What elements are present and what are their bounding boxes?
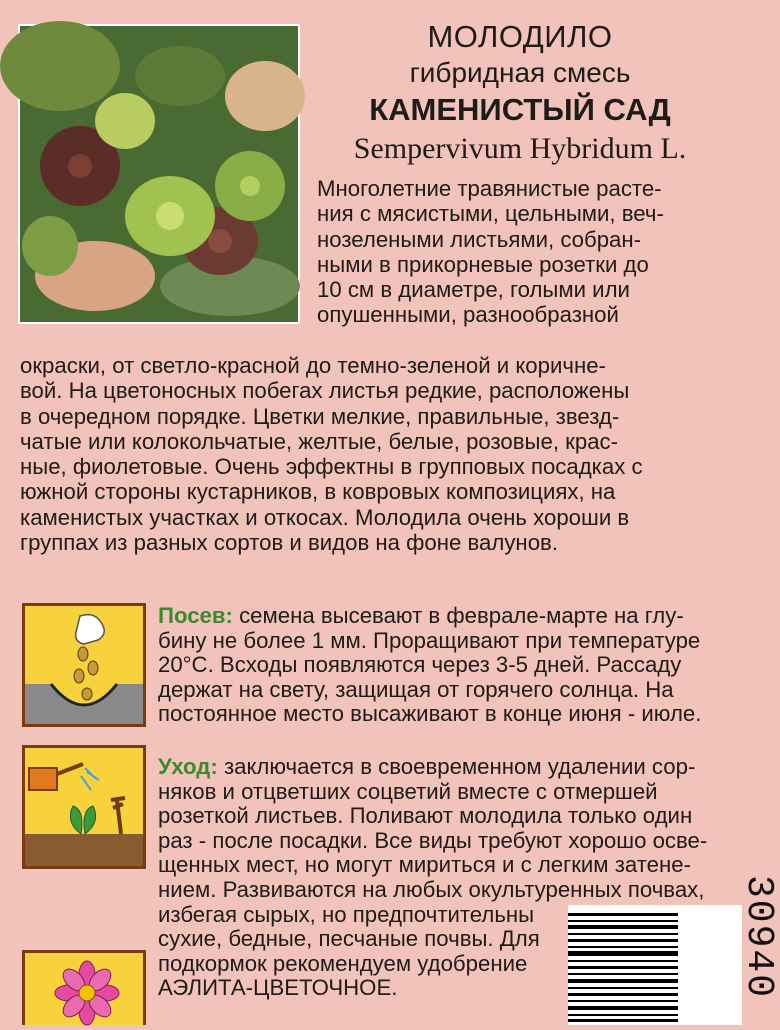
description-line: 10 см в диаметре, голыми или [317, 277, 630, 303]
care-line: сухие, бедные, песчаные почвы. Для [158, 926, 540, 952]
care-line: щенных мест, но могут мириться и с легким затене- [158, 852, 691, 878]
description-line: опушенными, разнообразной [317, 302, 619, 328]
care-line: розеткой листьев. Поливают молодила только один [158, 803, 693, 829]
description-line: окраски, от светло-красной до темно-зеленой и коричне- [20, 353, 606, 378]
sowing-section [158, 604, 701, 727]
sowing-first-line [158, 604, 701, 629]
product-name: МОЛОДИЛО [427, 19, 613, 54]
watering-can-icon [22, 745, 146, 869]
description-line: нозелеными листьями, собран- [317, 226, 642, 252]
care-text: заключается в своевременном удалении сор- [217, 754, 696, 779]
description-line: вой. На цветоносных побегах листья редкие, расположены [20, 378, 630, 404]
description-line: южной стороны кустарников, в ковровых композициях, на [20, 479, 616, 505]
sowing-text: семена высевают в феврале-марте на глу- [232, 603, 684, 628]
sowing-line: бину не более 1 мм. Проращивают при температуре [158, 627, 701, 653]
description-line: ния с мясистыми, цельными, веч- [317, 201, 664, 227]
barcode-number: 30940 [737, 875, 780, 1000]
sowing-line: 20°С. Всходы появляются через 3-5 дней. Рассаду [158, 652, 682, 678]
product-photo [18, 24, 300, 324]
description-line: группах из разных сортов и видов на фоне валунов. [20, 530, 558, 556]
title-block [310, 18, 730, 168]
description-top [317, 176, 664, 328]
latin-name: Sempervivum Hybridum L. [353, 132, 687, 165]
description-line: ные, фиолетовые. Очень эффектны в групповых посадках с [20, 454, 643, 480]
sowing-line: держат на свету, защищая от горячего солнца. На [158, 676, 674, 702]
barcode-digits [680, 875, 780, 1025]
sowing-line: постоянное место высаживают в конце июня - июле. [158, 701, 702, 727]
seed-sowing-icon [22, 603, 146, 727]
care-line: нием. Развиваются на любых окультуренных почвах, [158, 876, 705, 902]
sowing-heading: Посев: [158, 603, 233, 628]
description-line: Многолетние травянистые расте- [317, 176, 662, 201]
flower-icon [22, 950, 146, 1025]
care-first-line [158, 755, 707, 780]
care-heading: Уход: [158, 754, 218, 779]
description-line: ными в прикорневые розетки до [317, 251, 649, 277]
care-line: раз - после посадки. Все виды требуют хорошо осве- [158, 827, 708, 853]
description-line: в очередном порядке. Цветки мелкие, правильные, звезд- [20, 403, 620, 429]
care-line: подкормок рекомендуем удобрение [158, 950, 528, 976]
care-line: няков и отцветших соцветий вместе с отмершей [158, 778, 658, 804]
care-line: избегая сырых, но предпочтительны [158, 901, 535, 927]
description-line: чатые или колокольчатые, желтые, белые, розовые, крас- [20, 428, 619, 454]
product-subtitle: гибридная смесь [409, 57, 631, 88]
care-line: АЭЛИТА-ЦВЕТОЧНОЕ. [158, 975, 398, 1001]
description-full [20, 353, 643, 555]
description-line: каменистых участках и откосах. Молодила очень хороши в [20, 504, 630, 530]
variety-name: КАМЕНИСТЫЙ САД [369, 92, 671, 127]
